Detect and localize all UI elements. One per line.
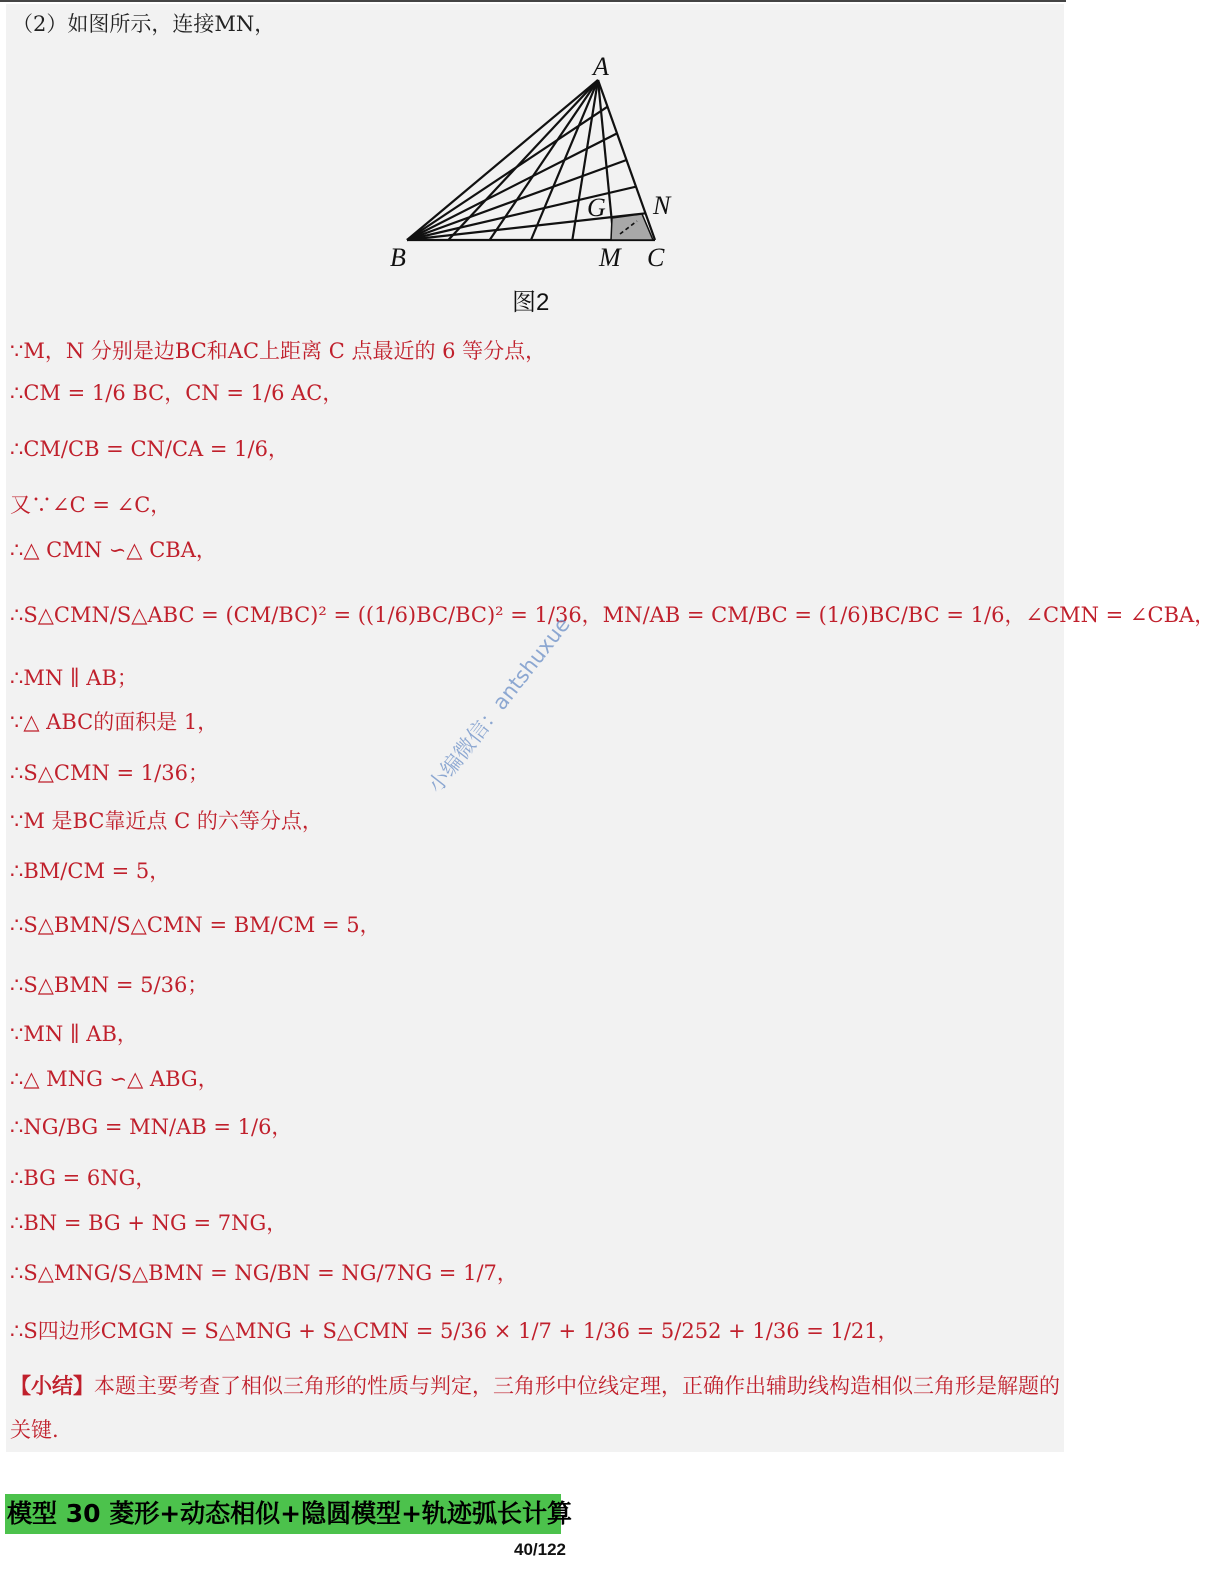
step-2 (10, 380, 343, 406)
page-number: 40/122 (514, 1540, 566, 1559)
step-20: ∴S四边形CMGN = S△MNG + S△CMN = 5/36 × 1/7 + 1/36 = 5/252 + 1/36 = 1/21， (10, 1319, 899, 1343)
label-b: B (390, 243, 406, 272)
step-15: ∴△ MNG ∽△ ABG， (10, 1067, 219, 1091)
step-3: ∴CM/CB = CN/CA = 1/6， (10, 437, 289, 461)
side-ab (407, 80, 598, 240)
step-16: ∴NG/BG = MN/AB = 1/6， (10, 1115, 293, 1139)
step-11: ∴BM/CM = 5， (10, 859, 171, 883)
step-5: ∴△ CMN ∽△ CBA， (10, 538, 217, 562)
section-title: 模型 30 菱形+动态相似+隐圆模型+轨迹弧长计算 (5, 1494, 561, 1534)
top-rule (0, 0, 1066, 2)
label-n: N (653, 191, 671, 220)
summary-text: 本题主要考查了相似三角形的性质与判定，三角形中位线定理，正确作出辅助线构造相似三角形是解题的关键. (10, 1374, 1060, 1442)
step-2-text: ∴CM = 1/6 BC，CN = 1/6 AC， (10, 381, 344, 405)
step-8: ∵△ ABC的面积是 1， (10, 710, 219, 734)
label-m: M (599, 243, 621, 272)
step-4: 又∵∠C = ∠C， (10, 493, 172, 517)
step-7: ∴MN ∥ AB； (10, 666, 138, 690)
question-intro: （2）如图所示，连接MN， (12, 12, 276, 36)
step-17: ∴BG = 6NG， (10, 1166, 157, 1190)
summary (10, 1364, 1060, 1452)
step-13: ∴S△BMN = 5/36； (10, 973, 209, 997)
step-14: ∵MN ∥ AB， (10, 1022, 138, 1046)
watermark: 小编微信：antshuxue (423, 612, 575, 798)
step-19: ∴S△MNG/S△BMN = NG/BN = NG/7NG = 1/7， (10, 1261, 518, 1285)
step-18: ∴BN = BG + NG = 7NG， (10, 1211, 288, 1235)
label-c: C (647, 243, 665, 272)
label-a: A (593, 52, 609, 81)
summary-tag: 【小结】 (10, 1374, 94, 1398)
step-10: ∵M 是BC靠近点 C 的六等分点， (10, 809, 323, 833)
triangle-figure (385, 48, 685, 278)
step-6: ∴S△CMN/S△ABC = (CM/BC)² = ((1/6)BC/BC)² = 1/36，MN/AB = CM/BC = (1/6)BC/BC = 1/6，∠CMN = ∠CBA， (10, 603, 1215, 627)
step-1: ∵M，N 分别是边BC和AC上距离 C 点最近的 6 等分点， (10, 339, 547, 363)
fan-line-from-b (407, 133, 617, 240)
step-9: ∴S△CMN = 1/36； (10, 761, 209, 785)
label-g: G (587, 193, 606, 222)
step-12: ∴S△BMN/S△CMN = BM/CM = 5， (10, 913, 381, 937)
figure-caption: 图2 (512, 289, 550, 316)
